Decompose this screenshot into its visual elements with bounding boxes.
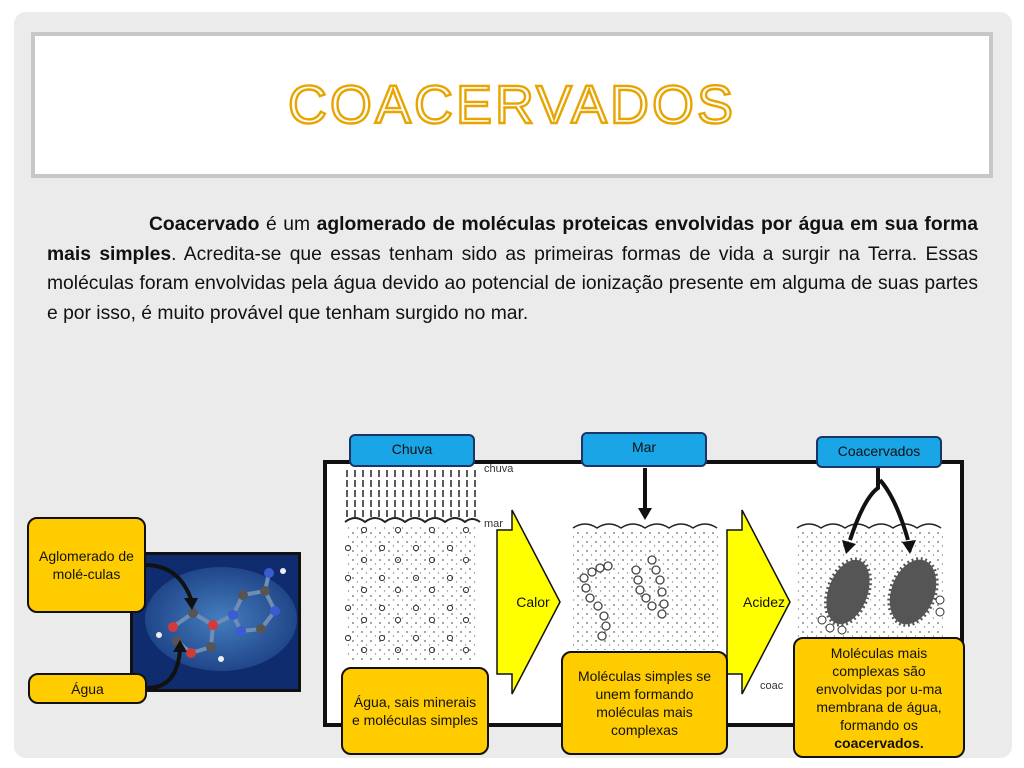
complexas-text: Moléculas mais complexas são envolvidas por u-ma membrana de água, formando os <box>815 644 943 733</box>
aglomerado-note: Aglomerado de molé-culas <box>27 517 146 613</box>
agua-note: Água <box>28 673 147 704</box>
chuva-tag: Chuva <box>349 434 475 467</box>
calor-label: Calor <box>516 594 550 610</box>
rain-area <box>345 467 480 520</box>
moleculas-simples-note: Moléculas simples se unem formando moléculas mais complexas <box>561 651 728 755</box>
moleculas-complexas-note <box>793 637 965 758</box>
chuva-inline-label: chuva <box>484 463 514 475</box>
coacervados-tag: Coacervados <box>816 436 942 468</box>
sea-water-2 <box>573 530 719 650</box>
acidez-label: Acidez <box>742 594 786 610</box>
connector-text: é um <box>259 214 317 235</box>
definition-text: aglomerado de moléculas proteicas envolvidas por água em sua forma mais simples <box>47 214 978 265</box>
mar-inline-label: mar <box>484 518 503 530</box>
paragraph-rest: . Acredita-se que essas tenham sido as primeiras formas de vida a surgir na Terra. Essas moléculas foram envolvidas pela água devido ao potencial de ionização presente em alguma de suas partes e por isso, é muito provável que tenham surgido no mar. <box>47 243 978 324</box>
slide-title: COACERVADOS <box>287 75 737 135</box>
mar-tag: Mar <box>581 432 707 467</box>
agua-sais-note: Água, sais minerais e moléculas simples <box>341 667 489 755</box>
term-coacervado: Coacervado <box>149 214 260 235</box>
coac-inline-label: coac <box>760 680 784 692</box>
coacervados-bold: coacervados. <box>834 734 924 751</box>
